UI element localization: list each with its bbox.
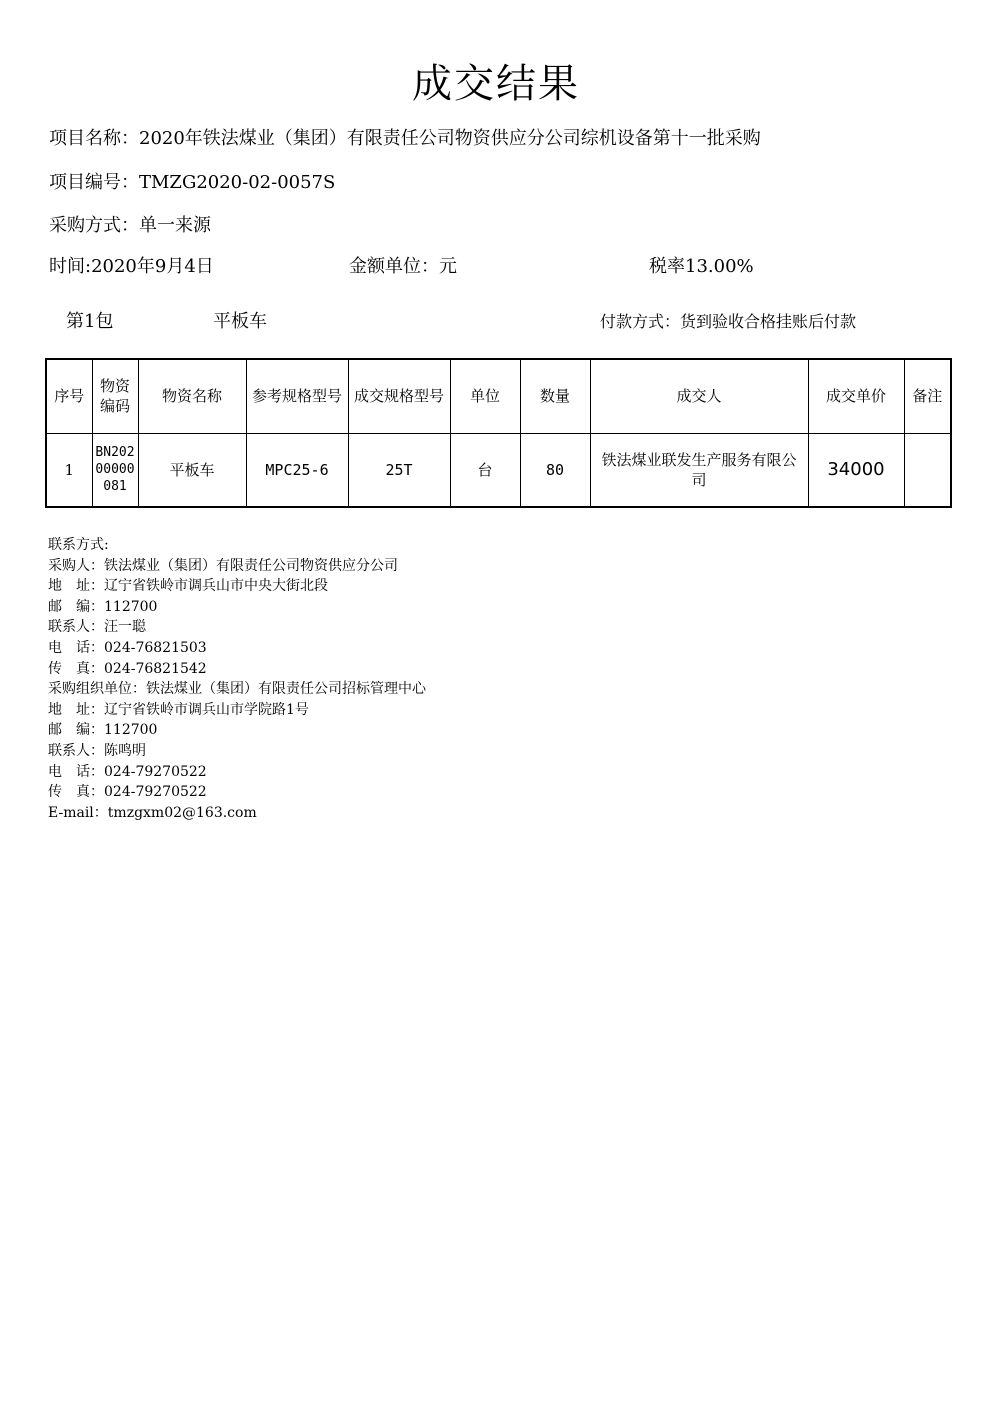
purchase-method: 采购方式：单一来源 (49, 215, 211, 236)
buyer-phone: 电 话：024-76821503 (48, 639, 207, 656)
package-name: 平板车 (213, 311, 267, 332)
table-header-row (46, 359, 951, 433)
header-qty: 数量 (520, 359, 590, 433)
table-row (46, 433, 951, 507)
cell-supplier: 铁法煤业联发生产服务有限公司 (590, 433, 808, 507)
contact-heading: 联系方式: (48, 537, 109, 553)
cell-code: BN20200000081 (92, 433, 138, 507)
cell-remark (904, 433, 951, 507)
header-code: 物资编码 (92, 359, 138, 433)
cell-seq: 1 (46, 433, 92, 507)
header-price: 成交单价 (808, 359, 904, 433)
header-unit: 单位 (450, 359, 520, 433)
agency-contact-person: 联系人：陈鸣明 (48, 742, 146, 759)
buyer-name: 采购人：铁法煤业（集团）有限责任公司物资供应分公司 (48, 557, 398, 574)
header-seq: 序号 (46, 359, 92, 433)
cell-qty: 80 (520, 433, 590, 507)
agency-postcode: 邮 编：112700 (48, 722, 158, 739)
cell-ref-spec: MPC25-6 (246, 433, 348, 507)
agency-phone: 电 话：024-79270522 (48, 763, 207, 780)
agency-name: 采购组织单位：铁法煤业（集团）有限责任公司招标管理中心 (48, 681, 426, 698)
project-code: 项目编号：TMZG2020-02-0057S (49, 172, 336, 193)
email: E-mail：tmzgxm02@163.com (48, 804, 257, 821)
header-name: 物资名称 (138, 359, 246, 433)
page-title: 成交结果 (412, 61, 580, 107)
buyer-postcode: 邮 编：112700 (48, 598, 158, 615)
cell-name: 平板车 (138, 433, 246, 507)
header-supplier: 成交人 (590, 359, 808, 433)
cell-price: 34000 (808, 433, 904, 507)
cell-unit: 台 (450, 433, 520, 507)
header-remark: 备注 (904, 359, 951, 433)
buyer-fax: 传 真：024-76821542 (48, 660, 207, 677)
tax-rate: 税率13.00% (649, 256, 754, 277)
agency-fax: 传 真：024-79270522 (48, 784, 207, 801)
header-deal-spec: 成交规格型号 (348, 359, 450, 433)
amount-unit: 金额单位：元 (349, 256, 457, 277)
package-label: 第1包 (66, 311, 114, 332)
contact-block (48, 535, 426, 823)
agency-address: 地 址：辽宁省铁岭市调兵山市学院路1号 (48, 701, 309, 718)
payment-method: 付款方式：货到验收合格挂账后付款 (600, 312, 857, 331)
project-name: 项目名称：2020年铁法煤业（集团）有限责任公司物资供应分公司综机设备第十一批采购 (49, 128, 761, 149)
result-table (45, 358, 952, 508)
time-label: 时间:2020年9月4日 (49, 256, 214, 277)
buyer-address: 地 址：辽宁省铁岭市调兵山市中央大街北段 (48, 578, 328, 595)
buyer-contact-person: 联系人：汪一聪 (48, 619, 146, 636)
cell-deal-spec: 25T (348, 433, 450, 507)
header-ref-spec: 参考规格型号 (246, 359, 348, 433)
